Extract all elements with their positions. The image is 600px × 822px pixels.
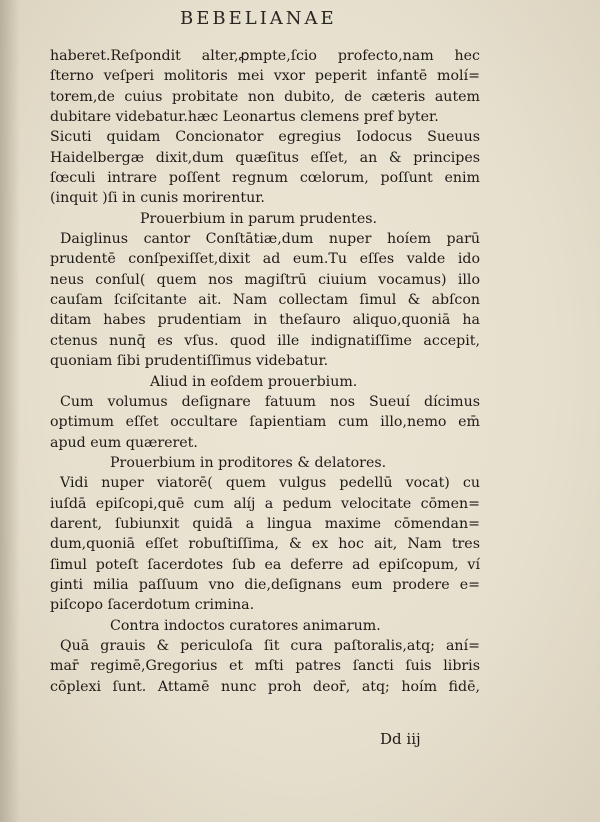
text-line: ctenus nunq̄ es vſus. quod ille indignatiſſime accepit,: [50, 332, 480, 349]
text-line: haberet.Reſpondit alter,ꝓmpte,ſcio profecto,nam hec: [50, 48, 480, 64]
text-line: mar̄ regimē,Gregorius et mſti patres ſancti ſuis libris: [50, 658, 480, 675]
section-heading: Prouerbium in parum prudentes.: [140, 210, 378, 227]
text-line: quoniam ſibi prudentiſſimus videbatur.: [50, 353, 329, 370]
text-line: ditam habes prudentiam in theſauro aliquo,quoniā ha: [50, 312, 480, 329]
text-line: Sicuti quidam Concionator egregius Iodocus Sueuus: [50, 129, 480, 146]
signature-mark: Dd iij: [380, 730, 421, 748]
text-line: torem,de cuius probitate non dubito, de cæteris autem: [50, 88, 480, 105]
text-line: optimum eſſet occultare ſapientiam cum illo,nemo em̄: [50, 414, 480, 431]
text-line: darent, ſubiunxit quidā a lingua maxime cōmendan=: [50, 515, 480, 532]
text-line: neus conſul( quem nos magiſtrū ciuium vocamus) illo: [50, 271, 480, 288]
section-heading: Prouerbium in proditores & delatores.: [110, 454, 387, 471]
text-line: ſterno veſperi molitoris mei vxor peperit infantē molí=: [50, 68, 480, 85]
text-line: cōplexi ſunt. Attamē nunc proh deor̄, atq; hoím fidē,: [50, 678, 480, 695]
text-line: ſimul poteſt ſacerdotes ſub ea deferre ad epiſcopum, ví: [50, 556, 480, 573]
text-line: (inquit )ſi in cunis morirentur.: [50, 190, 265, 207]
text-line: Vidi nuper viatorē( quem vulgus pedellū vocat) cu: [60, 475, 480, 492]
text-line: dubitare videbatur.hæc Leonartus clemens pref byter.: [50, 109, 439, 126]
text-line: ſœculi intrare poſſent regnum cœlorum, poſſunt enim: [50, 170, 480, 187]
section-heading: Aliud in eoſdem prouerbium.: [150, 373, 358, 390]
text-block: [50, 46, 480, 697]
text-line: apud eum quæreret.: [50, 434, 198, 451]
text-line: Haidelbergæ dixit,dum quæſitus eſſet, an & principes: [50, 149, 480, 166]
text-line: Daiglinus cantor Conſtātiæ,dum nuper hoíem parū: [60, 231, 480, 248]
text-line: ginti milia paſſuum vno die,deſignans eum prodere e=: [50, 576, 480, 593]
text-line: piſcopo ſacerdotum crimina.: [50, 597, 255, 614]
text-line: dum,quoniā eſſet robuſtiſſima, & ex hoc ait, Nam tres: [50, 536, 480, 553]
text-line: cauſam ſciſcitante ait. Nam collectam ſimul & abſcon: [50, 292, 480, 309]
text-line: Cum volumus deſignare fatuum nos Sueuí dícimus: [60, 393, 480, 410]
section-heading: Contra indoctos curatores animarum.: [110, 617, 381, 634]
page-gutter-shadow: [0, 0, 20, 822]
text-line: prudentē conſpexiſſet,dixit ad eum.Tu eſſes valde ido: [50, 251, 480, 268]
text-line: iuſdā epiſcopi,quē cum alíj a pedum velocitate cōmen=: [50, 495, 480, 512]
running-head: BEBELIANAE: [180, 8, 337, 29]
text-line: Quā grauis & periculoſa ſit cura paſtoralis,atq; aní=: [60, 637, 480, 654]
